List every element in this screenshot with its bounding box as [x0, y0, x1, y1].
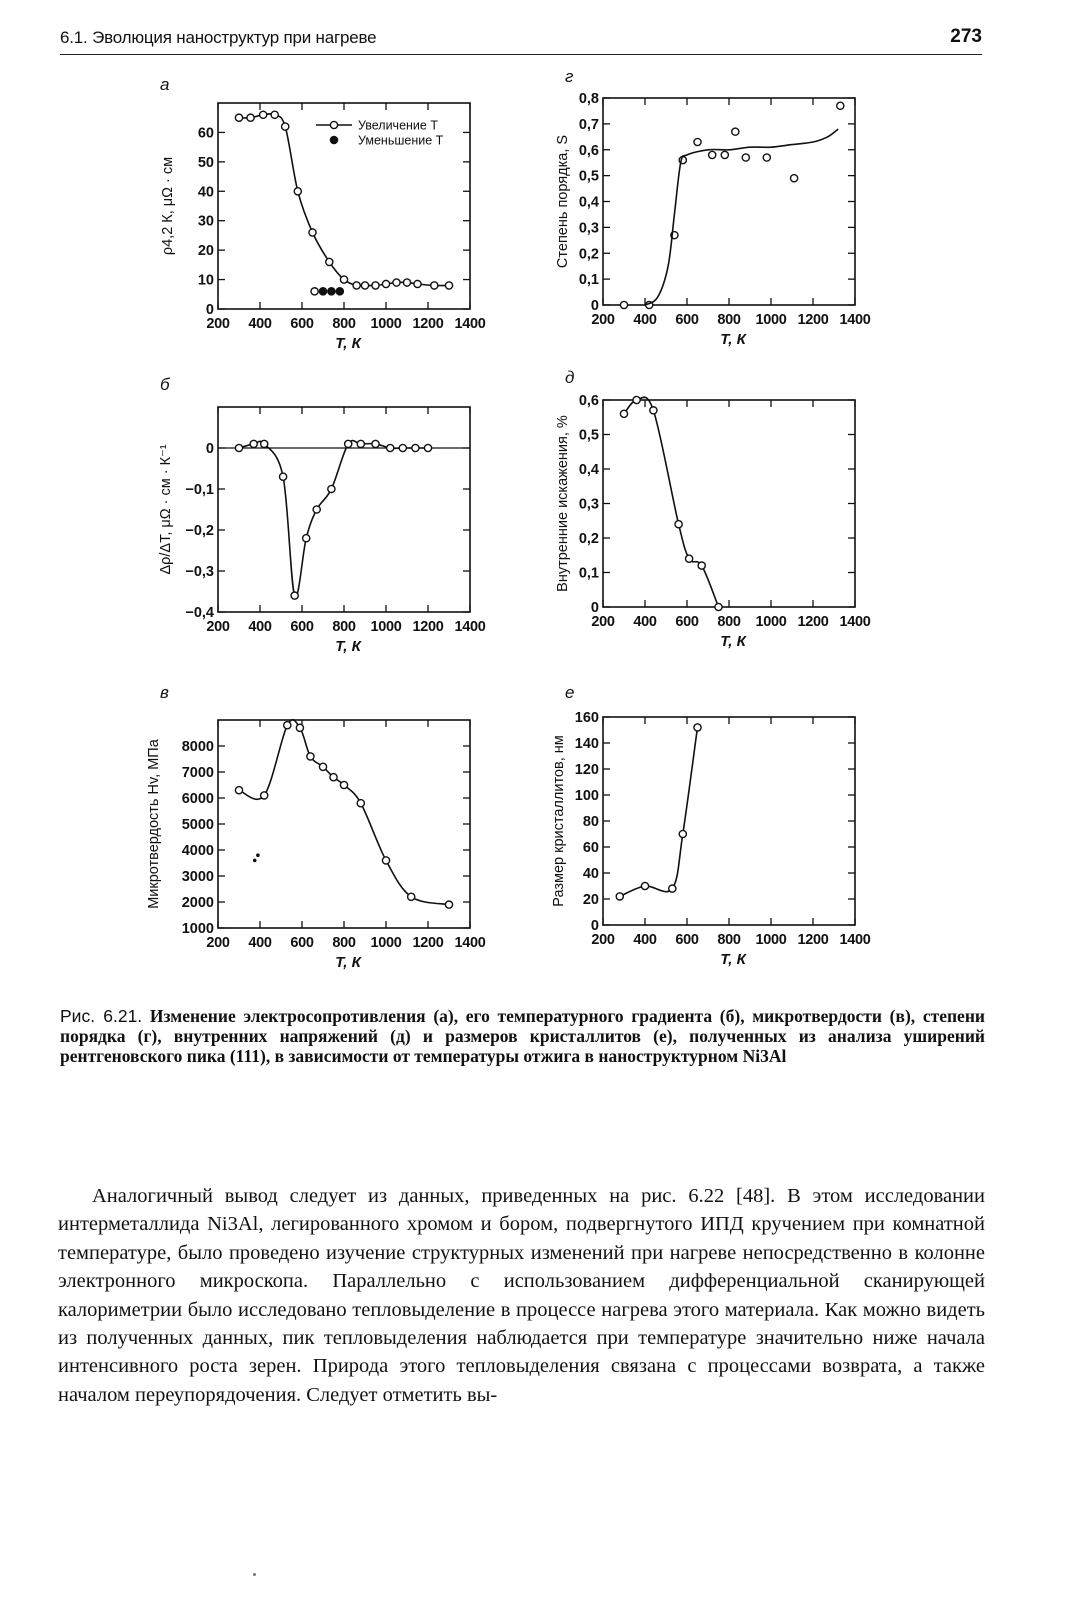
panel-g-ytick-label-7: 0,7	[578, 116, 599, 133]
panel-v-stray-dot-1	[253, 859, 257, 863]
panel-a-series-0-point-14	[403, 279, 410, 286]
panel-d-series-0-point-2	[650, 407, 657, 414]
panel-v-series-0-point-1	[261, 792, 268, 799]
panel-g-xtick-label-1: 400	[633, 312, 657, 328]
panel-g-xtick-label-5: 1200	[797, 312, 829, 328]
panel-a-series-0-point-12	[382, 280, 389, 287]
panel-a-legend-marker-1	[330, 136, 337, 143]
panel-a-series-1-point-0	[319, 288, 326, 295]
panel-d-letter: д	[565, 368, 575, 387]
panel-e-xtick-label-0: 200	[591, 932, 615, 948]
panel-g-frame	[603, 98, 855, 305]
panel-v-series-0-point-11	[445, 901, 452, 908]
panel-a-series-0-point-6	[309, 229, 316, 236]
panel-v-ytick-label-5: 6000	[181, 791, 214, 807]
panel-a-xtick-label-2: 600	[290, 316, 314, 332]
panel-a-series-0-point-16	[431, 282, 438, 289]
panel-e-xtick-label-4: 1000	[755, 932, 787, 948]
body-paragraph: Аналогичный вывод следует из данных, приведенных на рис. 6.22 [48]. В этом исследовании интерметаллида Ni3Al, легированного хромом и бором, подвергнутого ИПД кручением при комнатной температуре, было проведено изучение структурных изменений при нагреве непосредственно в колонне электронного микроскопа. Параллельно с использованием дифференциальной сканирующей калориметрии было исследовано тепловыделение в процессе нагрева этого материала. Как можно видеть из полученных данных, пик тепловыделения наблюдается при температуре значительно ниже начала интенсивного роста зерен. Природа этого тепловыделения связана с процессами возврата, а также началом переупорядочения. Следует отметить вы-	[58, 1185, 985, 1406]
panel-b-ytick-label-2: −0,2	[185, 523, 214, 539]
panel-b-series-0-point-14	[424, 444, 431, 451]
panel-v-frame	[218, 720, 470, 928]
panel-d-series-0-point-0	[620, 410, 627, 417]
panel-b-xtick-label-5: 1200	[412, 619, 444, 635]
panel-v-ytick-label-4: 5000	[181, 817, 214, 833]
panel-a-ytick-label-0: 0	[205, 302, 214, 318]
page-speck	[253, 1573, 256, 1576]
panel-a-series-0-point-5	[294, 188, 301, 195]
panel-v-xtick-label-6: 1400	[454, 935, 486, 951]
panel-b-ytick-label-1: −0,3	[185, 564, 214, 580]
panel-b-series-0-point-13	[412, 444, 419, 451]
panel-a-xlabel: T, К	[335, 335, 361, 352]
panel-e-ytick-label-4: 80	[582, 814, 599, 830]
panel-b-series-0-point-3	[280, 473, 287, 480]
panel-v-series-0-point-9	[382, 857, 389, 864]
panel-v-ylabel: Микротвердость Hv, МПа	[146, 739, 162, 909]
panel-v-ytick-label-6: 7000	[181, 765, 214, 781]
panel-e-xtick-label-5: 1200	[797, 932, 829, 948]
panel-e-ylabel: Размер кристаллитов, нм	[551, 735, 567, 907]
panel-a-ytick-label-4: 40	[197, 184, 214, 201]
panel-a-ylabel: ρ4,2 К, μΩ · см	[160, 156, 176, 256]
panel-g-series-0-point-10	[791, 175, 798, 182]
panel-g-xtick-label-6: 1400	[839, 312, 871, 328]
panel-v-xtick-label-3: 800	[332, 935, 356, 951]
panel-e-ytick-label-8: 160	[574, 710, 599, 726]
panel-b-xtick-label-4: 1000	[370, 619, 402, 635]
panel-b-series-0-point-9	[357, 440, 364, 447]
panel-a-legend-label-0: Увеличение T	[358, 118, 438, 133]
panel-b-frame	[218, 407, 470, 612]
panel-v-series-0-point-10	[408, 893, 415, 900]
panel-a-series-0-point-13	[393, 279, 400, 286]
panel-e-series-0-point-1	[641, 882, 648, 889]
panel-a-ytick-label-1: 10	[197, 272, 214, 289]
panel-e-series-0-point-2	[669, 885, 676, 892]
panel-g-ylabel: Степень порядка, S	[555, 134, 571, 269]
panel-d-xtick-label-6: 1400	[839, 614, 871, 630]
panel-a-xtick-label-1: 400	[248, 316, 272, 332]
panel-g-xtick-label-4: 1000	[755, 312, 787, 328]
panel-g-series-0-point-5	[709, 151, 716, 158]
panel-g-series-0-point-8	[742, 154, 749, 161]
panel-g-series-0-point-4	[694, 138, 701, 145]
panel-a-xtick-label-0: 200	[206, 316, 230, 332]
panel-b-ytick-label-3: −0,1	[185, 482, 214, 498]
panel-v-series-0-point-2	[284, 722, 291, 729]
panel-g-ytick-label-0: 0	[590, 298, 599, 314]
panel-e-series-0-line	[620, 727, 698, 896]
panel-a-series-0-point-4	[282, 123, 289, 130]
panel-d-frame	[603, 400, 855, 607]
panel-b-series-0-point-12	[399, 444, 406, 451]
panel-e-frame	[603, 717, 855, 925]
panel-g-ytick-label-5: 0,5	[578, 168, 599, 185]
caption-label: Рис. 6.21.	[60, 1006, 143, 1026]
panel-v-xtick-label-0: 200	[206, 935, 230, 951]
panel-v-series-0-point-5	[319, 763, 326, 770]
panel-d-xtick-label-2: 600	[675, 614, 699, 630]
panel-g-series-1-line	[645, 129, 838, 305]
panel-e-ytick-label-6: 120	[574, 762, 599, 778]
panel-e-series-0-point-0	[616, 893, 623, 900]
panel-a-series-0-point-17	[445, 282, 452, 289]
panel-g-ytick-label-1: 0,1	[578, 272, 599, 289]
panel-v-xtick-label-1: 400	[248, 935, 272, 951]
panel-v-series-0-point-4	[307, 753, 314, 760]
panel-d-ytick-label-6: 0,6	[578, 393, 599, 409]
panel-a-series-1-point-2	[336, 288, 343, 295]
panel-v-ytick-label-1: 2000	[181, 895, 214, 911]
panel-b-xlabel: T, К	[335, 638, 361, 655]
figure-caption	[60, 1006, 985, 1066]
panel-a-xtick-label-5: 1200	[412, 316, 444, 332]
panel-v-xtick-label-5: 1200	[412, 935, 444, 951]
panel-d-ytick-label-1: 0,1	[578, 565, 599, 582]
panel-v-series-0-line	[239, 720, 449, 905]
panel-g-xtick-label-2: 600	[675, 312, 699, 328]
panel-a-series-0-point-7	[326, 258, 333, 265]
panel-e-xtick-label-1: 400	[633, 932, 657, 948]
panel-b-series-0-point-7	[328, 485, 335, 492]
panel-g-xtick-label-3: 800	[717, 312, 741, 328]
panel-a-series-0-point-2	[260, 111, 267, 118]
panel-b-series-0-point-11	[387, 444, 394, 451]
panel-e-xtick-label-6: 1400	[839, 932, 871, 948]
panel-d-series-0-point-4	[686, 555, 693, 562]
panel-a-extra-point-0	[311, 288, 318, 295]
panel-g-series-0-point-11	[837, 102, 844, 109]
panel-a-series-0-point-15	[414, 280, 421, 287]
panel-a-ytick-label-6: 60	[197, 125, 214, 142]
panel-b-xtick-label-3: 800	[332, 619, 356, 635]
panel-e-xlabel: T, К	[720, 951, 746, 968]
panel-b-series-0-point-8	[345, 440, 352, 447]
panel-a-series-0-point-9	[353, 282, 360, 289]
panel-a-xtick-label-4: 1000	[370, 316, 402, 332]
panel-e-ytick-label-7: 140	[574, 736, 599, 752]
panel-g-ytick-label-6: 0,6	[578, 142, 599, 159]
panel-d-series-0-point-5	[698, 562, 705, 569]
panel-v-ytick-label-7: 8000	[181, 739, 214, 755]
panel-v-series-0-point-0	[235, 787, 242, 794]
panel-a-xtick-label-6: 1400	[454, 316, 486, 332]
panel-a-series-0-point-8	[340, 276, 347, 283]
panel-b-series-0-point-4	[291, 592, 298, 599]
panel-d-xtick-label-3: 800	[717, 614, 741, 630]
panel-b-letter: б	[160, 375, 170, 394]
panel-v-letter: в	[160, 683, 169, 702]
panel-b-xtick-label-6: 1400	[454, 619, 486, 635]
panel-g-xtick-label-0: 200	[591, 312, 615, 328]
panel-b-ylabel: Δρ/ΔT, μΩ · см · К⁻¹	[158, 444, 174, 575]
panel-g-ytick-label-8: 0,8	[578, 91, 599, 107]
panel-a-ytick-label-2: 20	[197, 243, 214, 260]
panel-d-ytick-label-2: 0,2	[578, 531, 599, 547]
panel-v-xlabel: T, К	[335, 954, 361, 971]
panel-a-series-0-point-3	[271, 111, 278, 118]
page-number: 273	[950, 26, 982, 47]
panel-g-ytick-label-2: 0,2	[578, 246, 599, 263]
panel-v-series-0-point-6	[330, 774, 337, 781]
panel-g-ytick-label-3: 0,3	[578, 220, 599, 237]
panel-v-series-0-point-8	[357, 800, 364, 807]
panel-a-series-0-point-0	[235, 114, 242, 121]
panel-d-series-0-point-6	[715, 603, 722, 610]
panel-e-ytick-label-3: 60	[582, 840, 599, 856]
panel-d-series-0-point-1	[633, 396, 640, 403]
panel-d-xtick-label-5: 1200	[797, 614, 829, 630]
caption-text: Изменение электросопротивления (а), его температурного градиента (б), микротвердости (в), степени порядка (г), внутренних напряжений (д) и размеров кристаллитов (е), полученных из анализа уширений рентгеновского пика (111), в зависимости от температуры отжига в наноструктурном Ni3Al	[60, 1006, 985, 1066]
panel-b-xtick-label-1: 400	[248, 619, 272, 635]
panel-e-ytick-label-5: 100	[574, 788, 599, 804]
panel-b-series-0-point-0	[235, 444, 242, 451]
panel-g-letter: г	[565, 67, 574, 86]
panel-e-ytick-label-1: 20	[582, 892, 599, 908]
panel-v-ytick-label-0: 1000	[181, 921, 214, 937]
panel-d-ytick-label-0: 0	[590, 600, 599, 616]
panel-v-xtick-label-2: 600	[290, 935, 314, 951]
panel-g-xlabel: T, К	[720, 331, 746, 348]
panel-d-ylabel: Внутренние искажения, %	[555, 415, 571, 592]
panel-d-series-0-point-3	[675, 521, 682, 528]
panel-a-series-0-point-10	[361, 282, 368, 289]
panel-e-xtick-label-2: 600	[675, 932, 699, 948]
panel-b-series-0-point-6	[313, 506, 320, 513]
panel-g-series-0-point-0	[620, 301, 627, 308]
panel-b-series-0-point-10	[372, 440, 379, 447]
panel-d-xlabel: T, К	[720, 633, 746, 650]
panel-d-series-0-line	[624, 397, 719, 607]
panel-d-ytick-label-5: 0,5	[578, 427, 599, 444]
panel-a-legend-label-1: Уменьшение T	[358, 133, 444, 148]
panel-g-series-0-point-7	[732, 128, 739, 135]
panel-a-ytick-label-3: 30	[197, 213, 214, 230]
panel-a-series-1-point-1	[328, 288, 335, 295]
panel-b-xtick-label-2: 600	[290, 619, 314, 635]
panel-v-stray-dot-0	[256, 853, 260, 857]
panel-v-series-0-point-7	[340, 781, 347, 788]
panel-g-series-0-point-6	[721, 151, 728, 158]
panel-e-xtick-label-3: 800	[717, 932, 741, 948]
panel-e-ytick-label-2: 40	[582, 866, 599, 882]
panel-b-series-0-point-2	[261, 440, 268, 447]
panel-a-ytick-label-5: 50	[197, 154, 214, 171]
panel-e-series-0-point-4	[694, 724, 701, 731]
panel-b-series-0-line	[239, 441, 428, 597]
panel-b-xtick-label-0: 200	[206, 619, 230, 635]
panel-g-series-0-point-9	[763, 154, 770, 161]
panel-v-series-0-point-3	[296, 724, 303, 731]
panel-g-ytick-label-4: 0,4	[578, 194, 599, 211]
panel-a-xtick-label-3: 800	[332, 316, 356, 332]
panel-v-ytick-label-3: 4000	[181, 843, 214, 859]
panel-d-ytick-label-3: 0,3	[578, 496, 599, 513]
panel-d-xtick-label-1: 400	[633, 614, 657, 630]
panel-a-series-0-point-1	[247, 114, 254, 121]
panel-e-letter: е	[565, 683, 575, 702]
panel-a-legend-marker-0	[330, 121, 337, 128]
panel-d-xtick-label-0: 200	[591, 614, 615, 630]
panel-a-series-0-point-11	[372, 282, 379, 289]
panel-d-ytick-label-4: 0,4	[578, 462, 599, 478]
panel-b-series-0-point-1	[250, 440, 257, 447]
panel-e-series-0-point-3	[679, 830, 686, 837]
panel-b-series-0-point-5	[303, 535, 310, 542]
panel-v-xtick-label-4: 1000	[370, 935, 402, 951]
panel-v-ytick-label-2: 3000	[181, 869, 214, 885]
panel-a-letter: а	[160, 75, 170, 94]
panel-d-xtick-label-4: 1000	[755, 614, 787, 630]
section-title: 6.1. Эволюция наноструктур при нагреве	[60, 28, 377, 47]
panel-e-ytick-label-0: 0	[590, 918, 599, 934]
panel-b-ytick-label-4: 0	[205, 441, 214, 457]
panel-b-ytick-label-0: −0,4	[185, 605, 214, 621]
